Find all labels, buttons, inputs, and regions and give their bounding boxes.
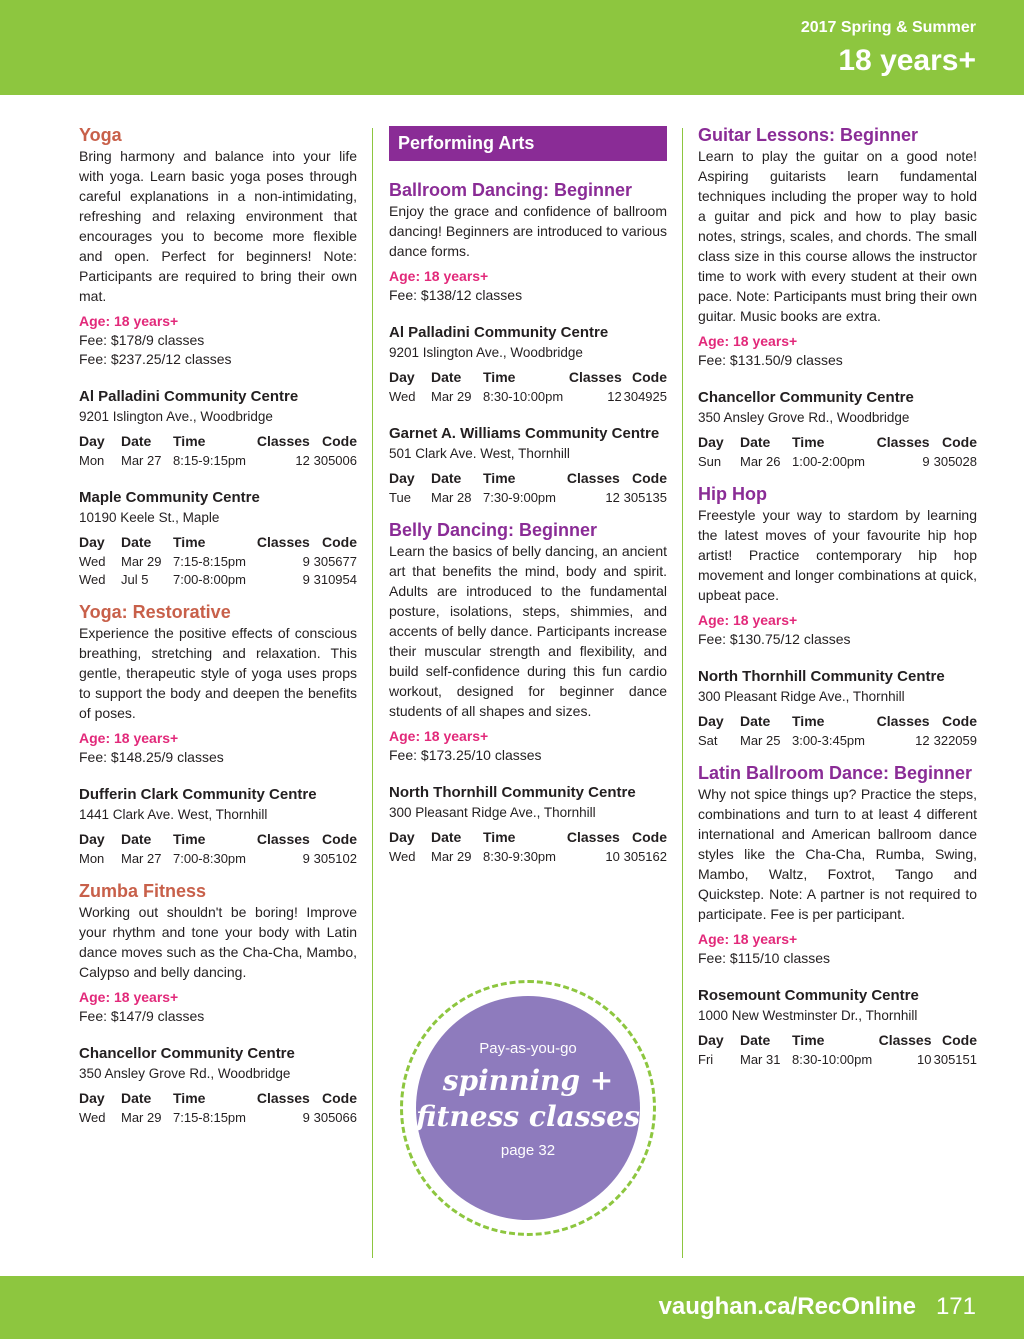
schedule-row: [79, 553, 357, 571]
location-address: 501 Clark Ave. West, Thornhill: [389, 446, 570, 461]
url-bold: RecOnline: [797, 1293, 916, 1320]
schedule-row: [79, 571, 357, 589]
schedule-header-row: [389, 467, 667, 489]
schedule-time: 7:00-8:30pm: [173, 851, 246, 866]
fee-line: Fee: $178/9 classes: [79, 332, 205, 348]
column-header-day: Day: [698, 713, 724, 729]
column-header-code: Code: [942, 434, 977, 450]
schedule-date: Jul 5: [121, 572, 149, 587]
schedule-day: Wed: [389, 389, 416, 404]
course-description: Learn the basics of belly dancing, an ancient art that benefits the mind, body and spirit. Adults are introduced to the fundamental posture, isolations, steps, shimmies, and accents of belly dance. Participants increase their muscular strength and flexibility, and build self-confidence during this fun cardio workout, designed for beginner dance students of all shapes and sizes.: [389, 543, 667, 719]
schedule-day: Sat: [698, 733, 718, 748]
course-title: Guitar Lessons: Beginner: [698, 125, 919, 145]
schedule-date: Mar 28: [431, 490, 472, 505]
age-requirement: Age: 18 years+: [389, 268, 489, 284]
location-name: Garnet A. Williams Community Centre: [389, 425, 660, 442]
column-divider: [372, 128, 373, 1258]
schedule-date: Mar 29: [431, 389, 472, 404]
course-title: Latin Ballroom Dance: Beginner: [698, 763, 973, 783]
promo-badge[interactable]: [400, 980, 656, 1236]
course-description: Learn to play the guitar on a good note! Aspiring guitarists learn fundamental techniques including the proper way to hold a guitar and pick and how to play basic notes, strings, scales, and chords. The small class size in this course allows the instructor time to work with every student at their own pace. Note: Participants must bring their own guitar. Music books are extra.: [698, 148, 977, 324]
column-header-day: Day: [698, 1032, 724, 1048]
schedule-code: 322059: [933, 733, 977, 748]
schedule-table: [389, 366, 667, 406]
schedule-time: 3:00-3:45pm: [792, 733, 865, 748]
schedule-header-row: [79, 828, 357, 850]
column-header-day: Day: [79, 1090, 105, 1106]
schedule-time: 8:30-10:00pm: [483, 389, 564, 404]
column-header-classes: Classes: [878, 1032, 932, 1048]
location-name: Dufferin Clark Community Centre: [79, 786, 317, 803]
column-header-date: Date: [121, 1090, 152, 1106]
column-header-code: Code: [942, 1032, 977, 1048]
column-3: [698, 124, 977, 1081]
location-name: Chancellor Community Centre: [698, 389, 914, 406]
location-block: [698, 388, 977, 471]
page-header: [0, 0, 1024, 95]
column-header-classes: Classes: [256, 534, 310, 550]
course-description: Working out shouldn't be boring! Improve your rhythm and tone your body with Latin dance moves such as the Cha-Cha, Mambo, Calypso and belly dancing.: [79, 904, 357, 980]
schedule-row: [389, 489, 667, 507]
age-requirement: Age: 18 years+: [79, 989, 179, 1005]
age-requirement: Age: 18 years+: [389, 728, 489, 744]
schedule-code: 305028: [933, 454, 977, 469]
course-title: Yoga: Restorative: [79, 602, 231, 622]
schedule-row: [389, 848, 667, 866]
schedule-classes: 12: [607, 389, 622, 404]
schedule-date: Mar 25: [740, 733, 781, 748]
location-name: North Thornhill Community Centre: [698, 668, 945, 685]
location-name: Rosemount Community Centre: [698, 987, 919, 1004]
fee-line: Fee: $147/9 classes: [79, 1008, 205, 1024]
course-description: Enjoy the grace and confidence of ballroom dancing! Beginners are introduced to various dance forms.: [389, 203, 667, 259]
schedule-date: Mar 31: [740, 1052, 781, 1067]
schedule-classes: 10: [917, 1052, 932, 1067]
fee-line: Fee: $131.50/9 classes: [698, 352, 843, 368]
schedule-code: 305135: [623, 490, 667, 505]
schedule-time: 8:30-10:00pm: [792, 1052, 873, 1067]
audience-label: 18 years+: [838, 44, 976, 77]
course: [698, 124, 977, 471]
column-header-day: Day: [698, 434, 724, 450]
course: [79, 880, 357, 1127]
location-address: 9201 Islington Ave., Woodbridge: [79, 409, 273, 424]
location-name: Maple Community Centre: [79, 489, 260, 506]
course: [79, 601, 357, 868]
schedule-day: Fri: [698, 1052, 714, 1067]
schedule-classes: 10: [605, 849, 620, 864]
column-header-time: Time: [792, 434, 825, 450]
schedule-code: 305066: [313, 1110, 357, 1125]
page-number: 171: [935, 1293, 976, 1320]
schedule-code: 305162: [623, 849, 667, 864]
schedule-date: Mar 27: [121, 851, 162, 866]
schedule-row: [698, 453, 977, 471]
location-address: 300 Pleasant Ridge Ave., Thornhill: [698, 689, 905, 704]
schedule-table: [389, 826, 667, 866]
schedule-code: 305151: [933, 1052, 977, 1067]
promo-headline: [416, 1063, 640, 1135]
column-2: [389, 124, 667, 878]
column-header-date: Date: [431, 369, 462, 385]
schedule-day: Wed: [79, 1110, 106, 1125]
season-label: 2017 Spring & Summer: [800, 19, 976, 36]
schedule-header-row: [79, 1087, 357, 1109]
course-description: Bring harmony and balance into your life with yoga. Learn basic yoga poses through careful explanations in a non-intimidating, refreshing and relaxing environment that encourages you to become more flexible and open. Perfect for beginners! Note: Participants are required to bring their own mat.: [79, 148, 357, 304]
column-header-classes: Classes: [566, 829, 620, 845]
column-header-classes: Classes: [566, 470, 620, 486]
schedule-table: [79, 828, 357, 868]
schedule-header-row: [389, 826, 667, 848]
schedule-row: [698, 732, 977, 750]
column-header-code: Code: [322, 1090, 357, 1106]
column-header-time: Time: [173, 831, 206, 847]
age-requirement: Age: 18 years+: [698, 931, 798, 947]
location-block: [389, 783, 667, 866]
location-name: Al Palladini Community Centre: [389, 324, 609, 341]
schedule-classes: 12: [915, 733, 930, 748]
location-address: 1000 New Westminster Dr., Thornhill: [698, 1008, 918, 1023]
promo-lead: Pay-as-you-go: [479, 1040, 577, 1057]
schedule-classes: 12: [295, 453, 310, 468]
column-header-code: Code: [632, 470, 667, 486]
location-block: [389, 424, 667, 507]
schedule-date: Mar 29: [121, 1110, 162, 1125]
location-name: Al Palladini Community Centre: [79, 388, 299, 405]
schedule-classes: 9: [302, 1110, 310, 1125]
course-description: Freestyle your way to stardom by learning the latest moves of your favourite hip hop artist! Practice contemporary hip hop movement and longer combinations at quick, upbeat pace.: [698, 507, 977, 603]
schedule-day: Tue: [389, 490, 411, 505]
schedule-row: [79, 850, 357, 868]
schedule-day: Mon: [79, 453, 105, 468]
schedule-row: [79, 1109, 357, 1127]
location-address: 350 Ansley Grove Rd., Woodbridge: [79, 1066, 291, 1081]
column-header-date: Date: [121, 534, 152, 550]
course-description: Why not spice things up? Practice the steps, combinations and turn to at least 4 different international and American ballroom dance styles like the Cha-Cha, Rumba, Swing, Mambo, Waltz, Foxtrot, Tango and Quickstep. Note: A partner is not required to participate. Fee is per participant.: [698, 786, 977, 922]
schedule-header-row: [79, 430, 357, 452]
location-name: Chancellor Community Centre: [79, 1045, 295, 1062]
page-footer: [0, 1276, 1024, 1339]
column-header-date: Date: [121, 433, 152, 449]
schedule-date: Mar 29: [121, 554, 162, 569]
location-block: [389, 323, 667, 406]
location-block: [698, 667, 977, 750]
schedule-header-row: [389, 366, 667, 388]
schedule-classes: 9: [302, 572, 310, 587]
section-title: Performing Arts: [389, 126, 667, 161]
schedule-day: Wed: [79, 554, 106, 569]
schedule-classes: 12: [605, 490, 620, 505]
schedule-time: 7:15-8:15pm: [173, 554, 246, 569]
column-divider: [682, 128, 683, 1258]
course: [698, 483, 977, 750]
column-header-classes: Classes: [876, 434, 930, 450]
column-header-date: Date: [740, 713, 771, 729]
schedule-date: Mar 27: [121, 453, 162, 468]
schedule-time: 7:15-8:15pm: [173, 1110, 246, 1125]
column-header-time: Time: [173, 534, 206, 550]
schedule-day: Mon: [79, 851, 105, 866]
column-header-time: Time: [792, 1032, 825, 1048]
schedule-header-row: [698, 710, 977, 732]
promo-page-ref: page 32: [500, 1142, 556, 1159]
column-header-code: Code: [322, 433, 357, 449]
schedule-row: [698, 1051, 977, 1069]
website-link[interactable]: [659, 1293, 916, 1321]
column-header-time: Time: [483, 470, 516, 486]
column-header-time: Time: [483, 369, 516, 385]
column-header-classes: Classes: [876, 713, 930, 729]
column-header-date: Date: [431, 829, 462, 845]
schedule-classes: 9: [302, 554, 310, 569]
age-requirement: Age: 18 years+: [698, 333, 798, 349]
schedule-time: 7:00-8:00pm: [173, 572, 246, 587]
column-header-code: Code: [632, 369, 667, 385]
location-address: 300 Pleasant Ridge Ave., Thornhill: [389, 805, 596, 820]
course-title: Hip Hop: [698, 484, 767, 504]
column-header-code: Code: [322, 534, 357, 550]
column-header-day: Day: [79, 831, 105, 847]
column-1: [79, 124, 357, 1139]
column-header-classes: Classes: [256, 831, 310, 847]
age-requirement: Age: 18 years+: [698, 612, 798, 628]
column-header-date: Date: [740, 434, 771, 450]
course: [389, 519, 667, 866]
schedule-table: [698, 431, 977, 471]
course-title: Ballroom Dancing: Beginner: [389, 180, 633, 200]
column-header-date: Date: [431, 470, 462, 486]
location-address: 10190 Keele St., Maple: [79, 510, 220, 525]
schedule-code: 305102: [313, 851, 357, 866]
location-block: [79, 1044, 357, 1127]
schedule-time: 8:15-9:15pm: [173, 453, 246, 468]
location-address: 350 Ansley Grove Rd., Woodbridge: [698, 410, 910, 425]
course-title: Yoga: [79, 125, 122, 145]
schedule-day: Wed: [79, 572, 106, 587]
schedule-header-row: [698, 1029, 977, 1051]
schedule-header-row: [79, 531, 357, 553]
promo-circle: [416, 996, 640, 1220]
location-address: 9201 Islington Ave., Woodbridge: [389, 345, 583, 360]
promo-line-1: spinning +: [442, 1064, 614, 1097]
schedule-date: Mar 26: [740, 454, 781, 469]
schedule-table: [698, 1029, 977, 1069]
schedule-table: [79, 1087, 357, 1127]
promo-line-2: fitness classes: [416, 1100, 640, 1133]
schedule-code: 305006: [313, 453, 357, 468]
schedule-day: Wed: [389, 849, 416, 864]
schedule-table: [389, 467, 667, 507]
column-header-time: Time: [792, 713, 825, 729]
schedule-row: [389, 388, 667, 406]
location-block: [79, 488, 357, 589]
age-requirement: Age: 18 years+: [79, 730, 179, 746]
schedule-classes: 9: [302, 851, 310, 866]
column-header-day: Day: [389, 369, 415, 385]
age-requirement: Age: 18 years+: [79, 313, 179, 329]
schedule-time: 1:00-2:00pm: [792, 454, 865, 469]
course: [79, 124, 357, 589]
column-header-day: Day: [79, 534, 105, 550]
fee-line: Fee: $138/12 classes: [389, 287, 523, 303]
fee-line: Fee: $115/10 classes: [698, 950, 831, 966]
column-header-time: Time: [483, 829, 516, 845]
fee-line: Fee: $173.25/10 classes: [389, 747, 542, 763]
schedule-day: Sun: [698, 454, 722, 469]
course-title: Zumba Fitness: [79, 881, 207, 901]
column-header-day: Day: [389, 829, 415, 845]
fee-line: Fee: $130.75/12 classes: [698, 631, 851, 647]
schedule-time: 7:30-9:00pm: [483, 490, 556, 505]
schedule-date: Mar 29: [431, 849, 472, 864]
course-title: Belly Dancing: Beginner: [389, 520, 598, 540]
column-header-code: Code: [942, 713, 977, 729]
location-block: [698, 986, 977, 1069]
column-header-time: Time: [173, 433, 206, 449]
column-header-classes: Classes: [256, 433, 310, 449]
schedule-row: [79, 452, 357, 470]
column-header-time: Time: [173, 1090, 206, 1106]
column-header-code: Code: [632, 829, 667, 845]
schedule-table: [698, 710, 977, 750]
location-block: [79, 785, 357, 868]
course: [389, 179, 667, 507]
schedule-header-row: [698, 431, 977, 453]
fee-line: Fee: $237.25/12 classes: [79, 351, 232, 367]
column-header-day: Day: [389, 470, 415, 486]
schedule-code: 305677: [313, 554, 357, 569]
column-header-classes: Classes: [256, 1090, 310, 1106]
schedule-code: 304925: [623, 389, 667, 404]
column-header-date: Date: [740, 1032, 771, 1048]
fee-line: Fee: $148.25/9 classes: [79, 749, 224, 765]
location-address: 1441 Clark Ave. West, Thornhill: [79, 807, 268, 822]
location-block: [79, 387, 357, 470]
column-header-date: Date: [121, 831, 152, 847]
course-description: Experience the positive effects of conscious breathing, stretching and relaxation. This gentle, therapeutic style of yoga uses props to support the body and deepen the benefits of poses.: [79, 625, 357, 721]
location-name: North Thornhill Community Centre: [389, 784, 636, 801]
schedule-classes: 9: [922, 454, 930, 469]
schedule-time: 8:30-9:30pm: [483, 849, 556, 864]
column-header-code: Code: [322, 831, 357, 847]
course: [698, 762, 977, 1069]
schedule-code: 310954: [313, 572, 357, 587]
url-prefix: vaughan.ca/: [658, 1293, 798, 1320]
column-header-day: Day: [79, 433, 105, 449]
schedule-table: [79, 531, 357, 589]
schedule-table: [79, 430, 357, 470]
column-header-classes: Classes: [568, 369, 622, 385]
